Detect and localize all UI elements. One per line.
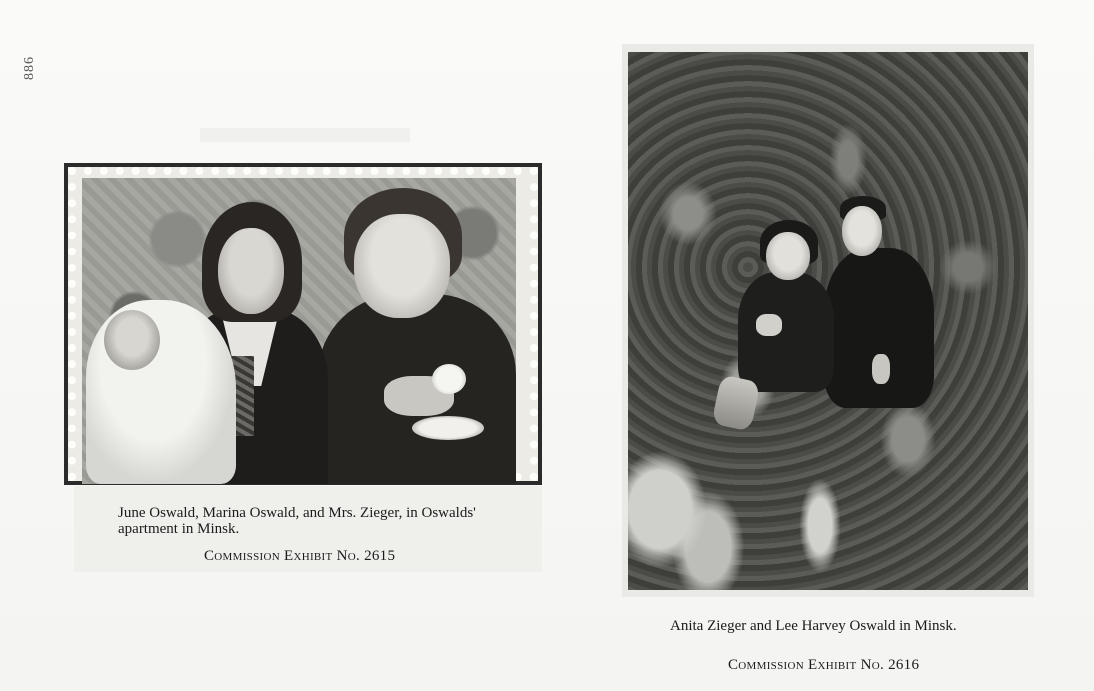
exhibit-2616-caption: Anita Zieger and Lee Harvey Oswald in Minsk. [670, 618, 957, 634]
exhibit-2615-label: Commission Exhibit No. 2615 [204, 548, 396, 564]
photo-figure-lee-hand [872, 354, 890, 384]
photo-figure-anita-legs [711, 374, 761, 431]
photo-figure-june-face [104, 310, 160, 370]
photo-figure-lee-body [824, 248, 934, 408]
photo-figure-anita-face [766, 232, 810, 280]
page-number: 886 [22, 56, 37, 80]
photo-figure-anita-body [738, 272, 834, 392]
photo-figure-marina-face [218, 228, 284, 314]
exhibit-2616-label: Commission Exhibit No. 2616 [728, 657, 920, 673]
photo-figure-mrs-zieger-face [354, 214, 450, 318]
photo-saucer [412, 416, 484, 440]
exhibit-2615-photograph [82, 178, 516, 484]
bleed-through-marks [200, 128, 410, 142]
exhibit-2615-caption: June Oswald, Marina Oswald, and Mrs. Zieger, in Oswalds' apartment in Minsk. [118, 505, 476, 537]
exhibit-2616-photograph [628, 52, 1028, 590]
photo-figure-lee-face [842, 206, 882, 256]
photo-figure-anita-hands [756, 314, 782, 336]
photo-flower [432, 364, 466, 394]
